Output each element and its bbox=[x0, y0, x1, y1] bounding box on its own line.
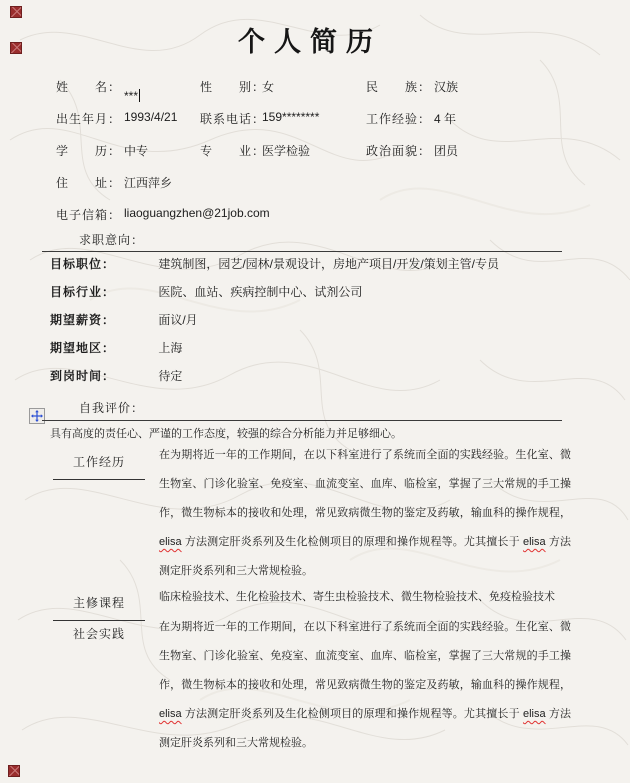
basic-info-table bbox=[0, 78, 630, 238]
address-value: 江西萍乡 bbox=[124, 176, 173, 190]
political-status-label: 政治面貌： bbox=[366, 144, 432, 158]
target-position-label: 目标职位： bbox=[50, 257, 116, 271]
ethnicity-value: 汉族 bbox=[434, 80, 459, 94]
table-move-anchor-icon[interactable] bbox=[29, 408, 45, 424]
start-time-value: 待定 bbox=[158, 369, 183, 383]
political-status-value: 团员 bbox=[434, 144, 459, 158]
gender-label: 性 别： bbox=[200, 80, 266, 94]
expected-location-value: 上海 bbox=[158, 341, 183, 355]
target-industry-label: 目标行业： bbox=[50, 285, 116, 299]
social-practice-label: 社会实践 bbox=[72, 627, 125, 641]
gender-value: 女 bbox=[262, 80, 275, 94]
target-industry-row bbox=[50, 283, 572, 311]
email-label: 电子信箱： bbox=[56, 208, 122, 222]
work-experience-text: 在为期将近一年的工作期间，在以下科室进行了系统而全面的实践经验。生化室、微生物室、门诊化验室、免疫室、血流变室、血库、临检室，掌握了三大常规的手工操作，微生物标本的接收和处理，常见致病微生物的鉴定及药敏，输血科的操作规程，elisa 方法测定肝炎系列及生化检侧项目的原理和操作规程等。尤其擅长于 elisa 方法测定肝炎系列和三大常规检验。 bbox=[159, 449, 571, 577]
address-label: 住 址： bbox=[56, 176, 122, 190]
birthdate-value: 1993/4/21 bbox=[124, 110, 178, 124]
main-courses-text: 临床检验技术、生化检验技术、寄生虫检验技术、微生物检验技术、免疫检验技术 bbox=[159, 591, 555, 603]
ethnicity-label: 民 族： bbox=[366, 80, 432, 94]
job-intent-list bbox=[50, 255, 572, 395]
target-position-value: 建筑制图，园艺/园林/景观设计，房地产项目/开发/策划主管/专员 bbox=[158, 257, 500, 271]
expected-location-row bbox=[50, 339, 572, 367]
expected-salary-label: 期望薪资： bbox=[50, 313, 116, 327]
broken-image-placeholder bbox=[10, 6, 22, 18]
expected-salary-row bbox=[50, 311, 572, 339]
education-label: 学 历： bbox=[56, 144, 122, 158]
work-years-value: 4 年 bbox=[434, 112, 457, 126]
education-value: 中专 bbox=[124, 144, 149, 158]
name-value: *** bbox=[124, 89, 139, 103]
section-divider-line bbox=[42, 251, 562, 252]
phone-value: 159******** bbox=[262, 110, 320, 124]
name-field[interactable] bbox=[124, 78, 200, 110]
work-experience-label: 工作经历 bbox=[53, 453, 145, 480]
target-industry-value: 医院、血站、疾病控制中心、试剂公司 bbox=[158, 285, 363, 299]
start-time-label: 到岗时间： bbox=[50, 369, 116, 383]
phone-label: 联系电话： bbox=[200, 112, 266, 126]
social-practice-text: 在为期将近一年的工作期间，在以下科室进行了系统而全面的实践经验。生化室、微生物室、门诊化验室、免疫室、血流变室、血库、临检室，掌握了三大常规的手工操作，微生物标本的接收和处理，常见致病微生物的鉴定及药敏，输血科的操作规程，elisa 方法测定肝炎系列及生化检侧项目的原理和操作规程等。尤其擅长于 elisa 方法测定肝炎系列和三大常规检验。 bbox=[159, 621, 571, 749]
birthdate-label: 出生年月： bbox=[56, 112, 122, 126]
section-divider-line bbox=[42, 420, 562, 421]
expected-salary-value: 面议/月 bbox=[158, 313, 198, 327]
job-intent-section-label: 求职意向： bbox=[79, 233, 145, 247]
major-label: 专 业： bbox=[200, 144, 266, 158]
expected-location-label: 期望地区： bbox=[50, 341, 116, 355]
target-position-row bbox=[50, 255, 572, 283]
main-courses-label: 主修课程 bbox=[53, 594, 145, 621]
name-label: 姓 名： bbox=[56, 80, 122, 94]
email-value: liaoguangzhen@21job.com bbox=[124, 206, 270, 220]
self-evaluation-section-label: 自我评价： bbox=[79, 401, 145, 415]
text-cursor bbox=[139, 89, 140, 102]
work-years-label: 工作经验： bbox=[366, 112, 432, 126]
self-evaluation-text: 具有高度的责任心、严谨的工作态度，较强的综合分析能力并足够细心。 bbox=[50, 428, 402, 440]
broken-image-placeholder bbox=[8, 765, 20, 777]
major-value: 医学检验 bbox=[262, 144, 311, 158]
page-title: 个人简历 bbox=[238, 27, 382, 57]
start-time-row bbox=[50, 367, 572, 395]
